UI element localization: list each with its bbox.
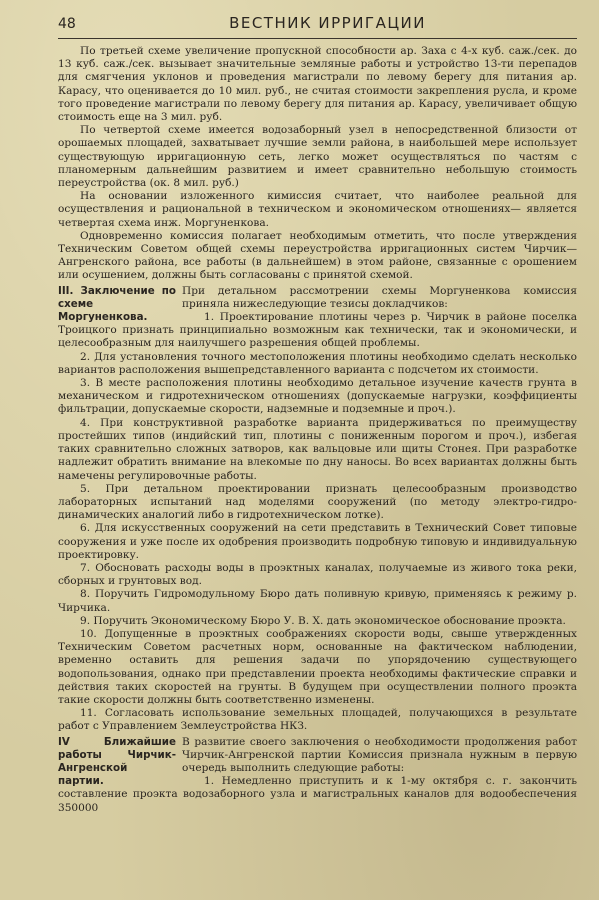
section-3-heading: III. Заключение по схеме Моргуненкова.: [58, 284, 176, 324]
journal-title: ВЕСТНИК ИРРИГАЦИИ: [229, 14, 426, 32]
article-body: [58, 45, 577, 815]
section-4-heading: IV Ближайшие работы Чирчик-Ангренской партии.: [58, 735, 176, 788]
paragraph-commission-note: Одновременно комиссия полагает необходимым отметить, что после утверждения Техническим Советом общей схемы переустройства ирригационных систем Чирчик—Ангренского района, все работы (в дальнейшем) в этом районе, связанные с орошением или осушением, должны быть согласованы с принятой схемой.: [58, 229, 577, 282]
thesis-item: 11. Согласовать использование земельных площадей, получающихся в результате работ с Управлением Землеустройства НКЗ.: [58, 707, 577, 733]
paragraph-scheme-4: По четвертой схеме имеется водозаборный узел в непосредственной близости от орошаемых площадей, захватывает лучшие земли района, в наибольшей мере использует существующую ирригационную сеть, легко может осуществляться по частям с планомерным дальнейшим развитием и имеет сравнительно небольшую стоимость переустройства (ок. 8 мил. руб.): [58, 124, 577, 190]
page-number: 48: [58, 16, 76, 32]
thesis-item: 9. Поручить Экономическому Бюро У. В. Х. дать экономическое обоснование проэкта.: [80, 614, 566, 627]
paragraph-scheme-3: По третьей схеме увеличение пропускной способности ар. Заха с 4-х куб. саж./сек. до 13 куб. саж./сек. вызывает значительные земляные работы и устройство 13-ти перепадов для смягчения уклонов и проведения магистрали по левому берегу для питания ар. Карасу, что оценивается до 10 мил. руб., не считая стоимости закрепления русла, и кроме того проведение магистрали по левому берегу для питания ар. Карасу, увеличивает общую стоимость еще на 3 мил. руб.: [58, 45, 577, 124]
thesis-item: 4. При конструктивной разработке варианта придерживаться по преимуществу простейших типов (индийский тип, плотины с пониженным порогом и проч.), избегая таких сравнительно сложных затворов, как вальцовые или щиты Стонея. При разработке надлежит обратить внимание на влекомые по дну наносы. Во всех вариантах должны быть намечены регулировочные работы.: [58, 416, 577, 482]
section-4-intro: В развитие своего заключения о необходимости продолжения работ Чирчик-Ангренской партии Комиссия признала нужным в первую очередь выполнить следующие работы:: [182, 735, 577, 774]
paragraph-commission-conclusion: На основании изложенного кимиссия считает, что наиболее реальной для осуществления и рациональной в техническом и экономическом отношениях— является четвертая схема инж. Моргуненкова.: [58, 190, 577, 229]
work-item: 1. Немедленно приступить и к 1-му октября с. г. закончить составление проэкта водозаборного узла и магистральных каналов для водообеспечения 350000: [58, 775, 577, 814]
section-3-theses: [58, 311, 577, 734]
section-3: [58, 285, 577, 734]
section-4: [58, 736, 577, 815]
page-header: [58, 14, 577, 39]
thesis-item: 2. Для установления точного местоположения плотины необходимо сделать несколько вариантов расположения вышепредставленного варианта с подсчетом их стоимости.: [58, 350, 577, 376]
section-3-intro: При детальном рассмотрении схемы Моргуненкова комиссия приняла нижеследующие тезисы докладчиков:: [182, 284, 577, 310]
thesis-item: 3. В месте расположения плотины необходимо детальное изучение качеств грунта в механическом и гидротехническом отношениях (допускаемые нагрузки, коэффициенты фильтрации, допускаемые скорости, надземные и подземные и проч.).: [58, 377, 577, 416]
thesis-item: 8. Поручить Гидромодульному Бюро дать поливную кривую, применяясь к режиму р. Чирчика.: [58, 588, 577, 614]
thesis-item: 10. Допущенные в проэктных соображениях скорости воды, свыше утвержденных Техническим Советом расчетных норм, основанные на фактическом наблюдении, временно оставить для решения задачи по упорядочению существующего водопользования, однако при представлении проекта необходимы фактические справки и действия таких скоростей на грунты. В будущем при осуществлении полного проэкта такие скорости должны быть соответственно изменены.: [58, 627, 577, 706]
thesis-item: 7. Обосновать расходы воды в проэктных каналах, получаемые из живого тока реки, сборных и грунтовых вод.: [58, 561, 577, 588]
thesis-item: 6. Для искусственных сооружений на сети представить в Технический Совет типовые сооружения и уже после их одобрения производить подробную типовую и индивидуальную проектировку.: [58, 522, 577, 561]
thesis-item: 1. Проектирование плотины через р. Чирчик в районе поселка Троицкого признать принципиально возможным как технически, так и экономически, и целесообразным для наилучшего разрешения общей проблемы.: [58, 311, 577, 350]
thesis-item: 5. При детальном проектировании признать целесообразным производство лабораторных испытаний над моделями сооружений (по методу электро-гидро-динамических аналогий либо в гидротехническом лотке).: [58, 482, 577, 522]
